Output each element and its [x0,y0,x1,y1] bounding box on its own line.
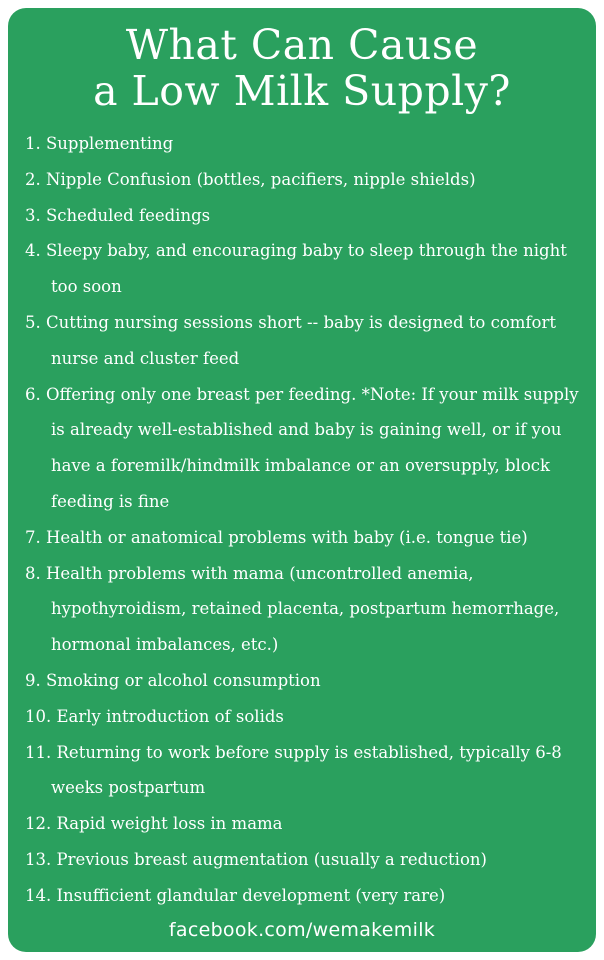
list-item [25,233,591,305]
item-number: 7. [25,527,41,547]
item-text: Sleepy baby, and encouraging baby to sleep through the night too soon [46,241,567,297]
list-item [25,878,591,914]
item-text: Health problems with mama (uncontrolled anemia, hypothyroidism, retained placenta, postpartum hemorrhage, hormonal imbalances, etc.) [46,563,560,655]
item-text: Offering only one breast per feeding. *Note: If your milk supply is already well-established and baby is gaining well, or if you have a foremilk/hindmilk imbalance or an oversupply, block feeding is fine [46,384,579,511]
info-card [8,8,596,952]
title-line-1: What Can Cause [125,21,479,69]
list-item [25,162,591,198]
list-item [25,699,591,735]
facebook-link: facebook.com/wemakemilk [168,919,436,941]
item-text: Scheduled feedings [46,205,211,225]
item-text: Nipple Confusion (bottles, pacifiers, nipple shields) [46,169,476,189]
item-text: Health or anatomical problems with baby (i.e. tongue tie) [46,527,528,547]
page-title [8,22,596,114]
item-number: 2. [25,169,41,189]
causes-list [25,126,591,914]
list-item [25,377,591,520]
item-text: Returning to work before supply is established, typically 6-8 weeks postpartum [51,742,562,798]
list-item [25,126,591,162]
item-text: Smoking or alcohol consumption [46,670,321,690]
list-item [25,305,591,377]
item-number: 9. [25,670,41,690]
list-item [25,842,591,878]
item-number: 13. [25,849,52,869]
item-text: Early introduction of solids [56,706,284,726]
item-number: 6. [25,384,41,404]
item-number: 4. [25,241,41,261]
item-number: 3. [25,205,41,225]
item-text: Insufficient glandular development (very rare) [56,885,446,905]
item-text: Rapid weight loss in mama [56,814,283,834]
item-number: 10. [25,706,52,726]
list-item [25,663,591,699]
item-text: Cutting nursing sessions short -- baby is designed to comfort nurse and cluster feed [46,312,556,368]
item-number: 14. [25,885,52,905]
item-number: 8. [25,563,41,583]
list-item [25,520,591,556]
item-text: Previous breast augmentation (usually a reduction) [56,849,487,869]
list-item [25,806,591,842]
list-item [25,198,591,234]
item-number: 1. [25,134,41,153]
item-number: 12. [25,814,52,834]
list-item [25,735,591,807]
item-number: 11. [25,742,52,762]
list-item [25,556,591,663]
item-text: Supplementing [46,134,174,153]
item-number: 5. [25,312,41,332]
title-line-2: a Low Milk Supply? [93,67,511,115]
